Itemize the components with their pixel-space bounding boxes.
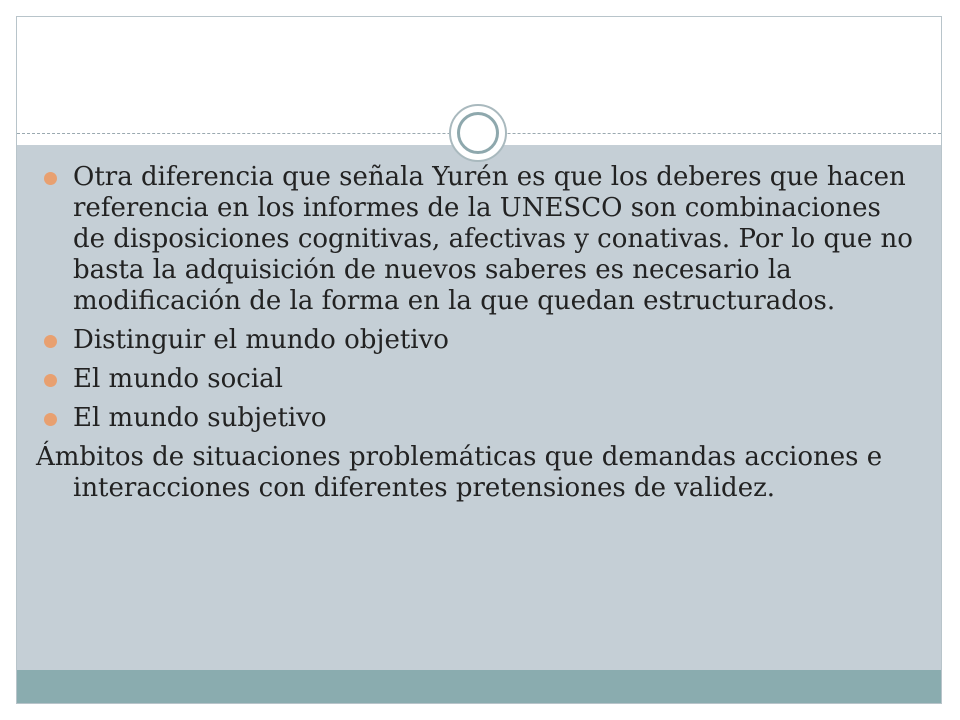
bullet-item bbox=[36, 364, 916, 395]
bullet-text: El mundo social bbox=[73, 364, 283, 394]
bullet-item bbox=[36, 403, 916, 434]
body-paragraph: Ámbitos de situaciones problemáticas que demandas acciones e interacciones con diferentes pretensiones de validez. bbox=[36, 442, 883, 503]
bullet-text: Otra diferencia que señala Yurén es que los deberes que hacen referencia en los informes de la UNESCO son combinaciones de disposiciones cognitivas, afectivas y conativas. Por lo que no basta la adquisición de nuevos saberes es necesario la modificación de la forma en la que quedan estructurados. bbox=[73, 162, 913, 316]
bullet-dot-icon bbox=[44, 413, 57, 426]
bullet-text: Distinguir el mundo objetivo bbox=[73, 325, 449, 355]
bullet-item bbox=[36, 325, 916, 356]
bullet-text: El mundo subjetivo bbox=[73, 403, 327, 433]
bullet-dot-icon bbox=[44, 335, 57, 348]
decorative-ring-inner-icon bbox=[457, 112, 499, 154]
footer-band bbox=[17, 670, 941, 703]
bullet-dot-icon bbox=[44, 172, 57, 185]
slide-body bbox=[36, 162, 916, 504]
bullet-dot-icon bbox=[44, 374, 57, 387]
bullet-item bbox=[36, 162, 916, 317]
